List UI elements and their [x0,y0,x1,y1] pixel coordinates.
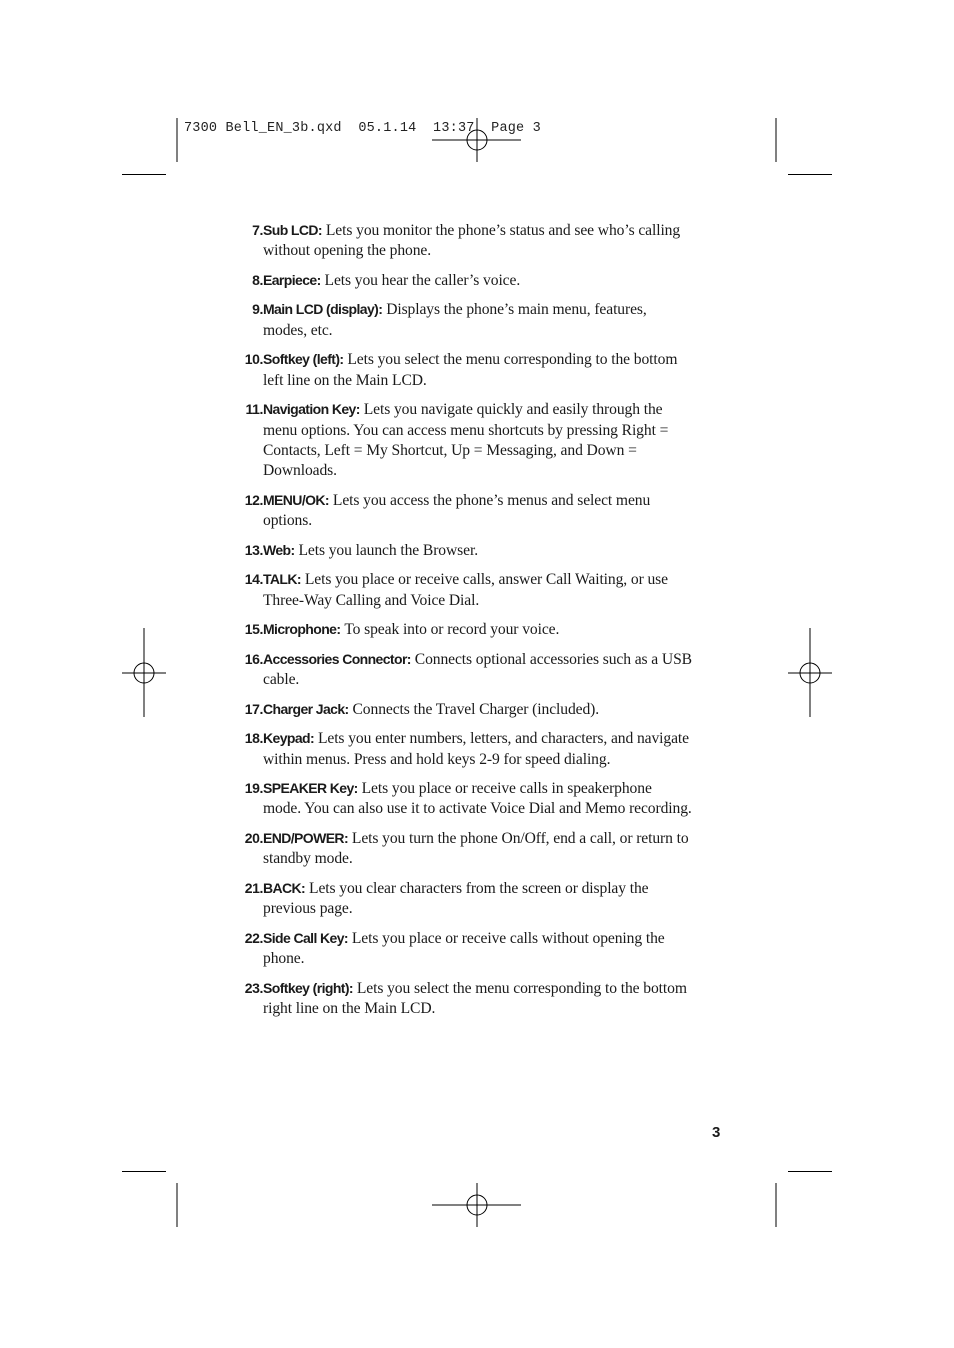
list-item [233,699,693,720]
item-term: Side Call Key: [263,929,348,946]
item-body [263,569,693,611]
item-term: Softkey (left): [263,351,344,368]
item-description: Lets you enter numbers, letters, and characters, and navigate within menus. Press and hold keys 2-9 for speed dialing. [263,730,689,768]
item-description: Lets you place or receive calls without opening the phone. [263,929,665,968]
list-item [233,649,693,691]
list-item [233,349,693,391]
item-number: 22. [244,929,263,946]
item-description: Lets you turn the phone On/Off, end a call, or return to standby mode. [263,829,689,868]
list-item [233,619,693,640]
item-term: Accessories Connector: [263,650,411,667]
list-item [233,220,693,262]
item-body [263,619,693,640]
item-description: Lets you monitor the phone’s status and see who’s calling without opening the phone. [263,222,681,260]
list-item [233,828,693,870]
item-term: Keypad: [263,730,315,747]
item-body [263,878,693,920]
item-body [263,220,693,262]
item-number: 7. [252,222,263,238]
file-slug: 7300 Bell_EN_3b.qxd 05.1.14 13:37 Page 3 [184,121,541,136]
item-body [263,828,693,870]
item-body [263,270,693,291]
item-description: To speak into or record your voice. [344,621,560,639]
item-description: Displays the phone’s main menu, features, modes, etc. [263,301,647,339]
item-number: 13. [244,541,263,558]
item-number: 12. [244,491,263,508]
item-term: TALK: [263,571,301,588]
item-term: Microphone: [263,621,341,638]
registration-mark [432,1183,521,1227]
item-term: Charger Jack: [263,700,349,717]
item-term: SPEAKER Key: [263,780,358,797]
page-number: 3 [712,1124,721,1141]
item-body [263,540,693,561]
list-item [233,778,693,820]
registration-mark [122,628,166,717]
item-description: Lets you select the menu corresponding to the bottom left line on the Main LCD. [263,351,678,389]
item-term: Navigation Key: [263,401,360,418]
item-term: BACK: [263,879,306,896]
list-item [233,728,693,770]
item-body [263,349,693,391]
item-number: 8. [252,271,263,288]
item-number: 21. [244,879,263,896]
item-term: Softkey (right): [263,979,353,996]
item-number: 20. [244,829,263,846]
list-item [233,540,693,561]
item-number: 23. [244,979,263,996]
list-item [233,978,693,1020]
item-description: Connects optional accessories such as a USB cable. [263,650,692,689]
item-body [263,778,693,820]
item-number: 19. [244,780,263,797]
list-item [233,928,693,970]
list-item [233,490,693,532]
item-description: Lets you hear the caller’s voice. [324,271,521,289]
item-description: Lets you select the menu corresponding to the bottom right line on the Main LCD. [263,979,687,1017]
item-body [263,978,693,1020]
list-item [233,399,693,481]
item-term: Main LCD (display): [263,301,383,318]
item-description: Lets you place or receive calls, answer Call Waiting, or use Three-Way Calling and Voice Dial. [263,571,668,609]
component-list [233,220,693,1028]
list-item [233,299,693,341]
list-item [233,878,693,920]
item-number: 17. [244,700,263,717]
item-description: Lets you access the phone’s menus and select menu options. [263,491,651,530]
item-number: 16. [244,650,263,667]
item-term: Sub LCD: [263,222,322,238]
item-body [263,299,693,341]
item-number: 9. [252,301,263,318]
item-description: Lets you launch the Browser. [298,541,478,559]
item-number: 11. [245,401,263,418]
list-item [233,270,693,291]
item-term: MENU/OK: [263,491,329,508]
item-term: END/POWER: [263,829,349,846]
item-body [263,699,693,720]
item-number: 14. [244,571,263,588]
item-description: Lets you place or receive calls in speakerphone mode. You can also use it to activate Voice Dial and Memo recording. [263,780,692,818]
item-body [263,928,693,970]
item-body [263,490,693,532]
item-description: Connects the Travel Charger (included). [352,700,600,718]
item-term: Earpiece: [263,271,321,288]
item-number: 18. [244,730,263,747]
item-body [263,649,693,691]
item-number: 10. [244,351,263,368]
registration-mark [788,628,832,717]
list-item [233,569,693,611]
item-description: Lets you clear characters from the screen or display the previous page. [263,879,649,918]
item-body [263,728,693,770]
item-term: Web: [263,541,295,558]
item-body [263,399,693,481]
item-description: Lets you navigate quickly and easily through the menu options. You can access menu shortcuts by pressing Right = Contacts, Left = My Shortcut, Up = Messaging, and Down = Downloads. [263,401,669,480]
item-number: 15. [244,621,263,638]
